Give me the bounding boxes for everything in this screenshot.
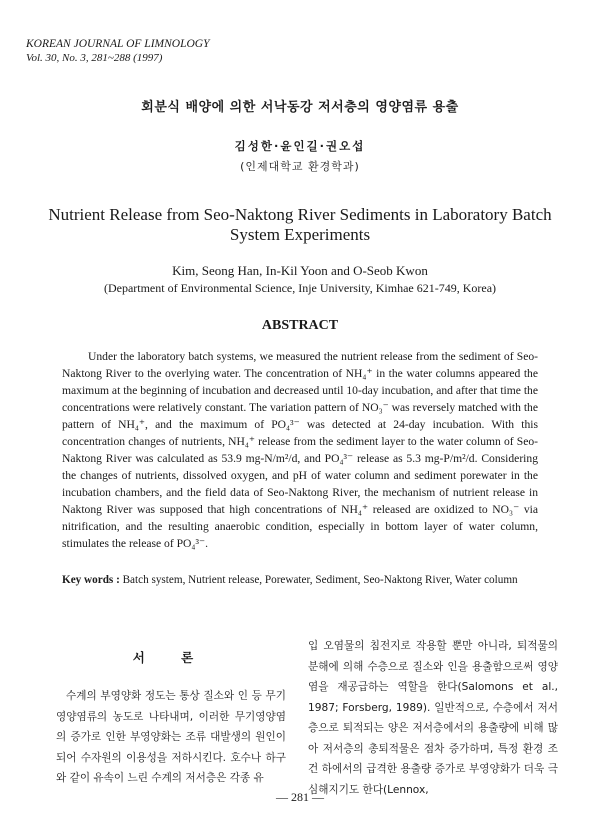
journal-volume: Vol. 30, No. 3, 281~288 (1997) [26,52,163,64]
english-authors: Kim, Seong Han, In-Kil Yoon and O-Seob Kwon [172,263,428,278]
korean-title: 회분식 배양에 의한 서낙동강 저서층의 영양염류 용출 [141,100,459,115]
abstract-body [62,348,538,552]
right-column-text: 입 오염물의 침전지로 작용할 뿐만 아니라, 퇴적물의 분해에 의해 수층으로 질소와 인을 용출함으로써 영양염을 재공급하는 역할을 한다(Salomons et al., 1987; Forsberg, 1989). 일반적으로, 수층에서 저서층으로 퇴적되는 양은 저서층에서의 용출량에 비해 많아 저서층의 총퇴적물은 점차 증가하며, 특정 환경 조건 하에서의 급격한 용출량 증가로 부영양화가 더욱 극심해지기도 한다(Lennox, [308,640,558,796]
english-title: Nutrient Release from Seo-Naktong River Sediments in Laboratory Batch System Experiments [48,205,552,244]
section-heading: 서 론 [132,650,210,665]
abstract-heading: ABSTRACT [261,318,339,333]
keywords-label: Key words : [62,574,120,586]
right-column [308,636,558,800]
left-column [56,636,286,789]
left-column-text: 수계의 부영양화 정도는 통상 질소와 인 등 무기영양염류의 농도로 나타내며, 이러한 무기영양염의 증가로 인한 부영양화는 조류 대발생의 원인이 되어 수자원의 이용성을 저하시킨다. 호수나 하구와 같이 유속이 느린 수계의 저서층은 각종 유 [56,690,286,784]
keywords [62,572,538,589]
page-number: — 281 — [276,790,324,804]
journal-name: KOREAN JOURNAL OF LIMNOLOGY [26,38,210,50]
abstract-text: Under the laboratory batch systems, we measured the nutrient release from the sediment of Seo-Naktong River to the overlying water. The concentration of NH₄⁺ in the water columns appeared the maximum at the beginning of incubation and decreased until 10-day incubation, and after that time the concentrations were relatively constant. The variation pattern of NO₃⁻ was reversely matched with the pattern of NH₄⁺, and the maximum of PO₄³⁻ was detected at 24-day incubation. With this concentration changes of nutrients, NH₄⁺ release from the sediment layer to the water column of Seo-Naktong River was calculated as 53.9 mg-N/m²/d, and PO₄³⁻ release as 5.3 mg-P/m²/d. Considering the changes of nutrients, dissolved oxygen, and pH of water column and sediment porewater in the incubation chambers, and the field data of Seo-Naktong River, the mechanism of nutrient release in Naktong River was supposed that high concentrations of NH₄⁺ released are oxidized to NO₃⁻ via nitrification, and the resulting anaerobic condition, especially in bottom layer of water column, stimulates the release of PO₄³⁻. [62,350,538,550]
keywords-value: Batch system, Nutrient release, Porewater, Sediment, Seo-Naktong River, Water column [122,574,518,586]
korean-affiliation: (인제대학교 환경학과) [240,160,360,173]
korean-authors: 김성한·윤인길·권오섭 [234,139,366,153]
english-affiliation: (Department of Environmental Science, Inje University, Kimhae 621-749, Korea) [103,281,497,295]
